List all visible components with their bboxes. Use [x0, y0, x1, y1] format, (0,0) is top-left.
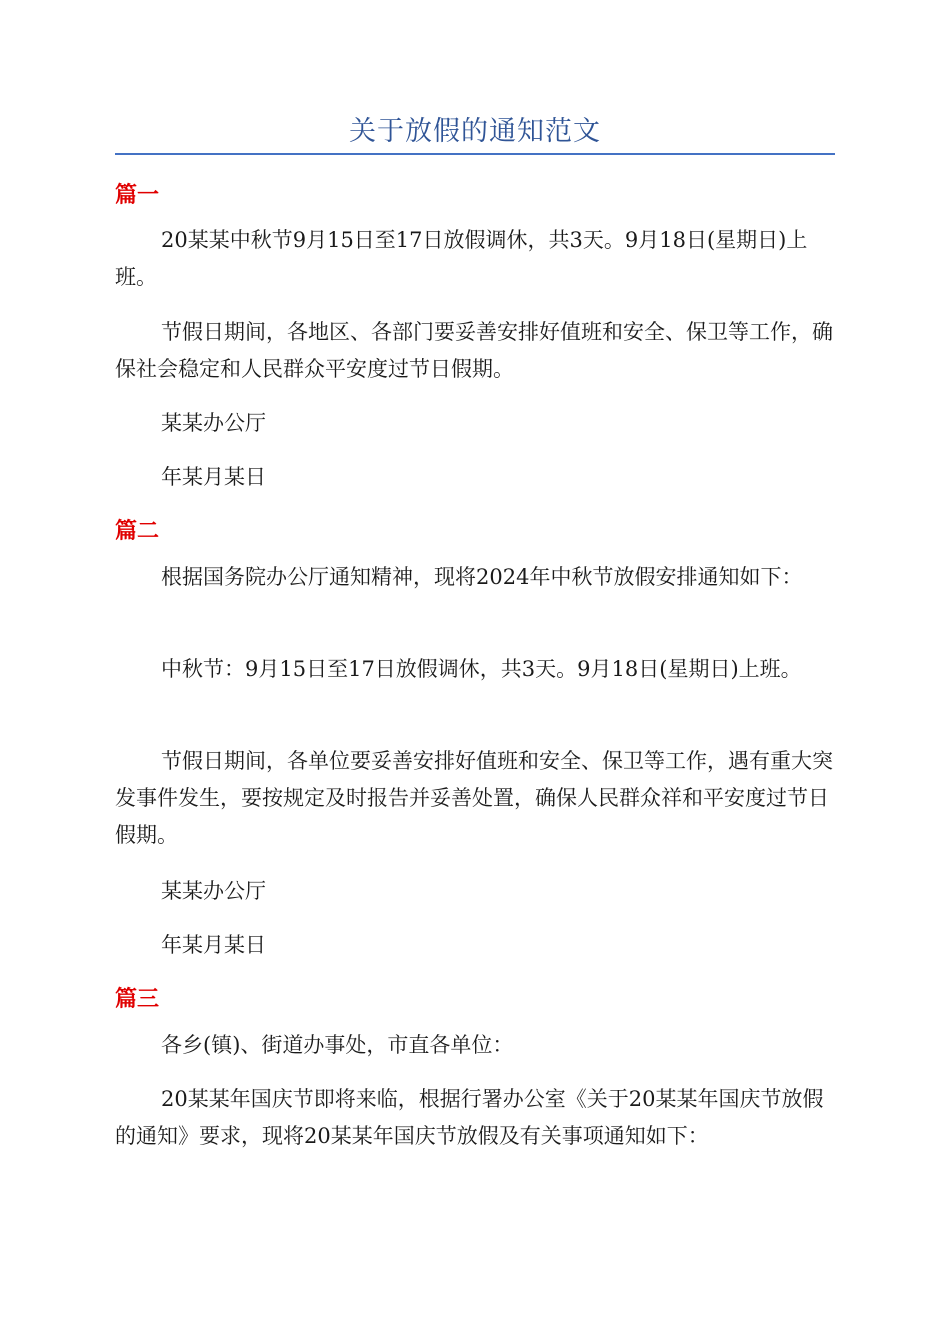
paragraph: 中秋节：9月15日至17日放假调休，共3天。9月18日(星期日)上班。 — [161, 657, 802, 681]
signature-office: 某某办公厅 — [161, 411, 266, 435]
signature-date: 年某月某日 — [161, 465, 266, 489]
paragraph: 20某某中秋节9月15日至17日放假调休，共3天。9月18日(星期日)上班。 — [115, 228, 808, 289]
paragraph: 节假日期间，各单位要妥善安排好值班和安全、保卫等工作，遇有重大突发事件发生，要按规定及时报告并妥善处置，确保人民群众祥和平安度过节日假期。 — [115, 749, 833, 847]
paragraph: 各乡(镇)、街道办事处，市直各单位： — [161, 1033, 514, 1057]
signature-office: 某某办公厅 — [161, 879, 266, 903]
signature-date: 年某月某日 — [161, 933, 266, 957]
paragraph: 根据国务院办公厅通知精神，现将2024年中秋节放假安排通知如下： — [161, 565, 803, 589]
document-title: 关于放假的通知范文 — [349, 116, 601, 147]
section-heading-2: 篇二 — [115, 519, 160, 544]
paragraph: 节假日期间，各地区、各部门要妥善安排好值班和安全、保卫等工作，确保社会稳定和人民群众平安度过节日假期。 — [115, 320, 833, 381]
paragraph: 20某某年国庆节即将来临，根据行署办公室《关于20某某年国庆节放假的通知》要求，现将20某某年国庆节放假及有关事项通知如下： — [115, 1087, 824, 1148]
section-heading-1: 篇一 — [115, 183, 160, 208]
title-divider — [115, 153, 835, 155]
section-heading-3: 篇三 — [115, 987, 160, 1012]
